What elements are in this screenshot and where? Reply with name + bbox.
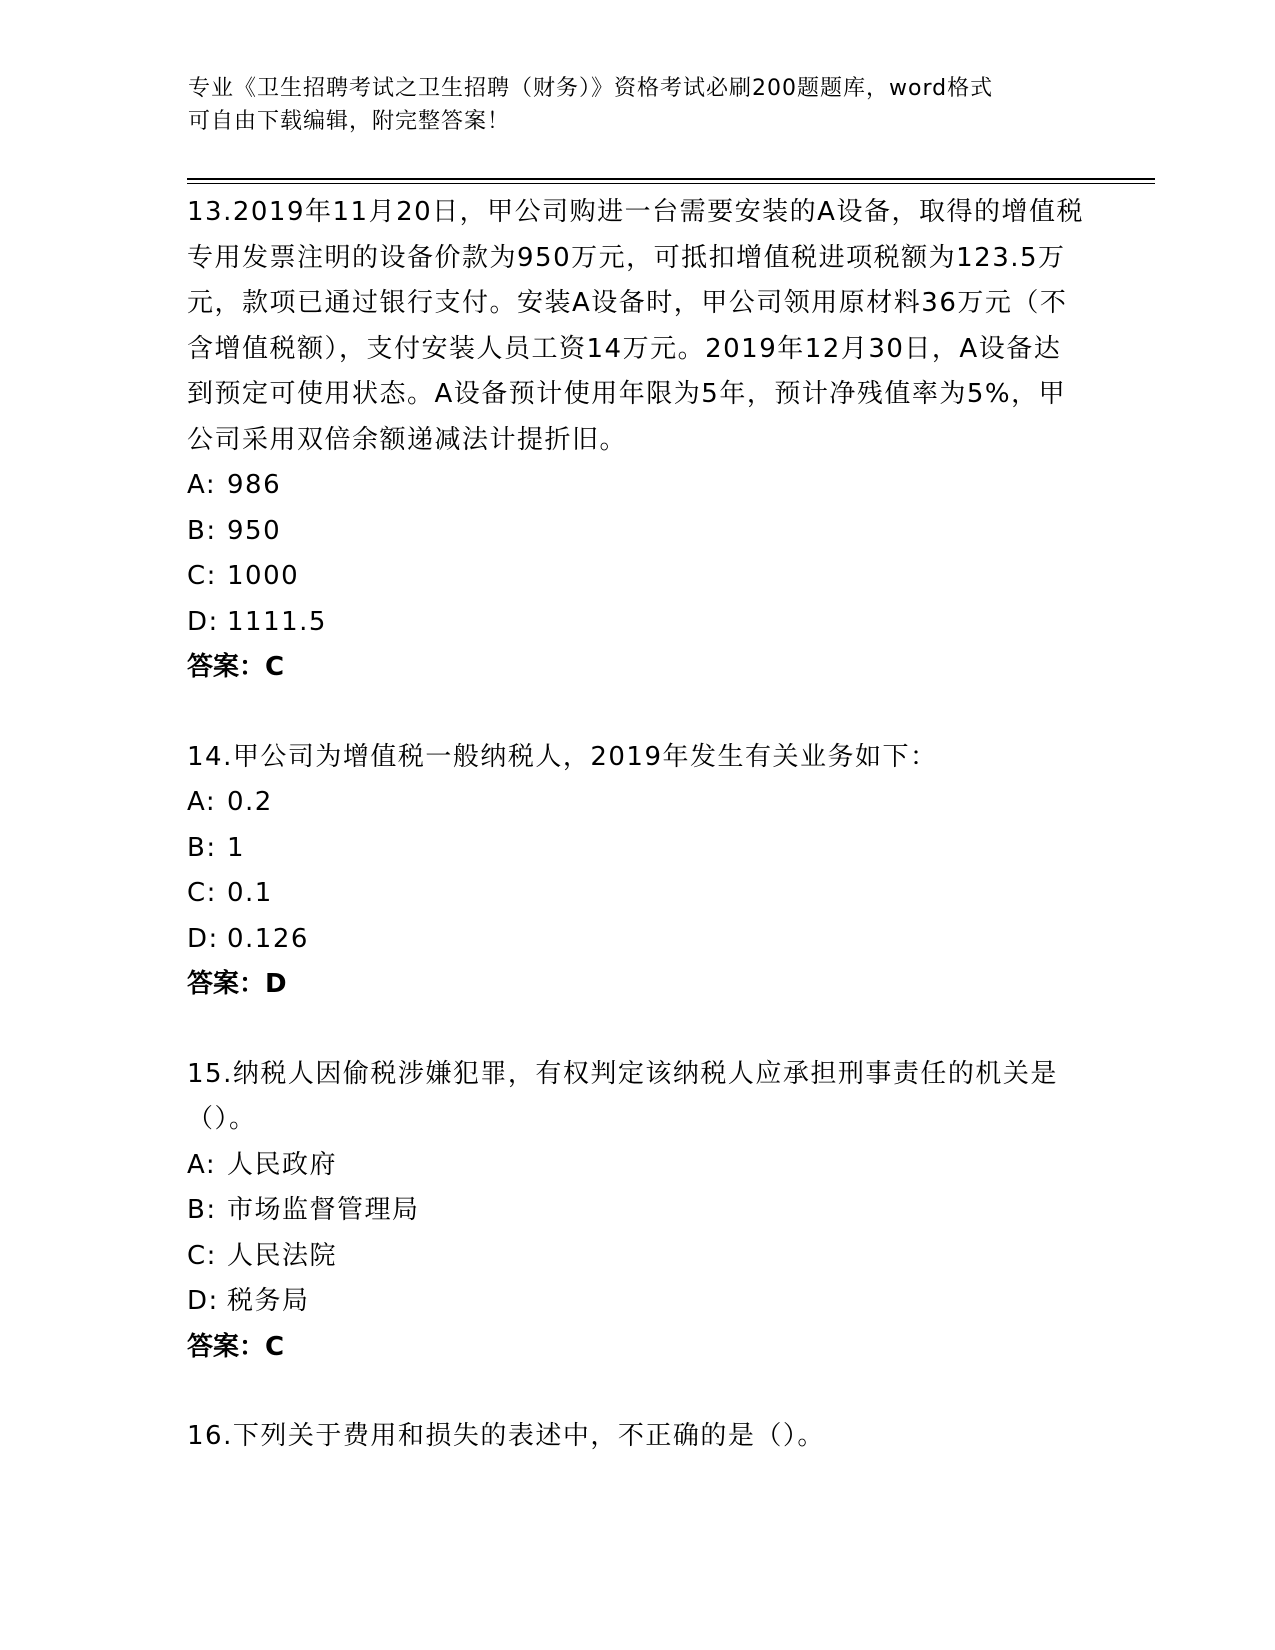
question-15 [187,1052,1087,1371]
document-header [188,72,1088,138]
option-text: 0.1 [227,878,273,908]
answer-key: 答案：C [187,652,285,682]
option-b [187,509,1087,555]
option-c [187,1234,1087,1280]
question-stem: 14.甲公司为增值税一般纳税人，2019年发生有关业务如下： [187,741,938,772]
option-text: 市场监督管理局 [227,1195,420,1225]
option-c [187,554,1087,600]
option-d [187,917,1087,963]
option-text: 950 [227,515,282,546]
question-stem: 13.2019年11月20日，甲公司购进一台需要安装的A设备，取得的增值税专用发票注明的设备价款为950万元，可抵扣增值税进项税额为123.5万元，款项已通过银行支付。安装A设备时，甲公司领用原材料36万元（不含增值税额），支付安装人员工资14万元。2019年12月30日，A设备达到预定可使用状态。A设备预计使用年限为5年，预计净残值率为5%，甲公司采用双倍余额递减法计提折旧。 [187,197,1084,455]
option-letter: C: [187,561,217,591]
option-a [187,780,1087,826]
option-text: 1000 [227,561,300,591]
option-c [187,871,1087,917]
question-14 [187,735,1087,1008]
question-stem: 16.下列关于费用和损失的表述中，不正确的是（）。 [187,1421,825,1451]
option-letter: D: [187,923,219,954]
option-b [187,826,1087,872]
question-list [187,190,1087,1504]
option-d [187,1279,1087,1325]
option-letter: B: [187,1195,217,1225]
option-letter: A: [187,470,217,500]
option-text: 0.126 [227,923,309,954]
option-d [187,600,1087,646]
option-letter: C: [187,1240,217,1271]
question-13 [187,190,1087,691]
question-stem: 15.纳税人因偷税涉嫌犯罪，有权判定该纳税人应承担刑事责任的机关是（）。 [187,1058,1058,1134]
option-text: 人民政府 [227,1149,338,1180]
option-text: 人民法院 [227,1240,338,1271]
answer-key: 答案：C [187,1331,285,1362]
option-letter: B: [187,832,217,863]
option-text: 1 [227,832,246,863]
header-line-2: 可自由下载编辑，附完整答案！ [188,109,511,134]
option-letter: D: [187,1286,219,1316]
option-text: 0.2 [227,787,273,817]
option-letter: C: [187,878,217,908]
option-a [187,463,1087,509]
option-letter: D: [187,606,219,637]
option-text: 税务局 [227,1286,310,1316]
header-divider-thin [187,183,1155,184]
option-b [187,1188,1087,1234]
option-letter: A: [187,787,217,817]
option-text: 1111.5 [227,606,327,637]
option-letter: A: [187,1149,217,1180]
option-text: 986 [227,470,282,500]
header-line-1: 专业《卫生招聘考试之卫生招聘（财务）》资格考试必刷200题题库，word格式 [188,76,994,101]
answer-key: 答案：D [187,969,287,999]
question-16 [187,1414,1087,1460]
option-letter: B: [187,515,217,546]
header-divider [187,178,1155,180]
option-a [187,1143,1087,1189]
